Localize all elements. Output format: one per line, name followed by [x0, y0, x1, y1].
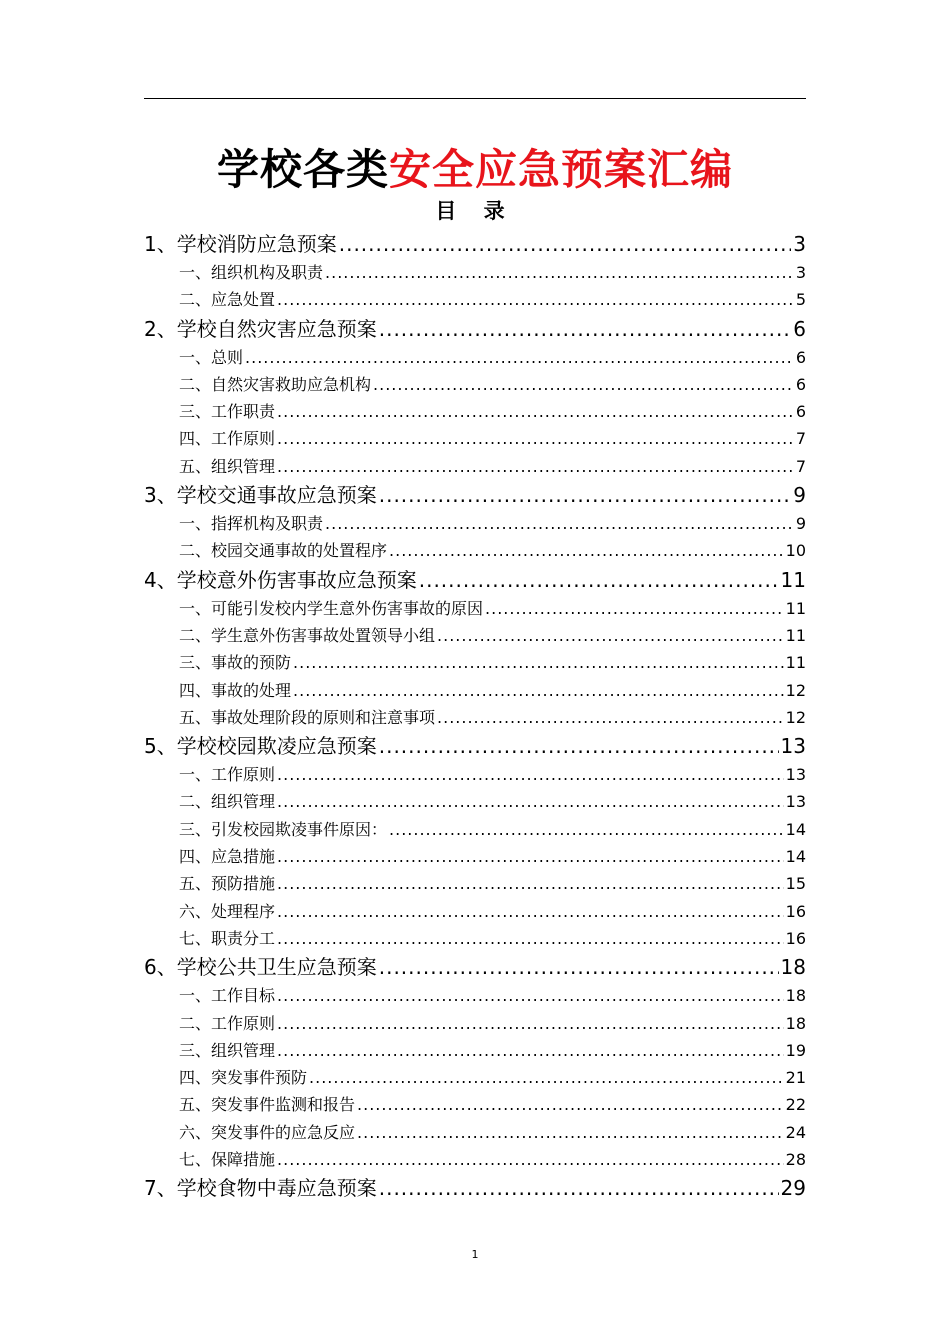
toc-entry-label: 一、可能引发校内学生意外伤害事故的原因 [179, 598, 484, 618]
toc-section-entry[interactable] [144, 259, 806, 286]
toc-dot-leader [293, 649, 784, 676]
toc-dot-leader [485, 595, 784, 622]
toc-entry-label: 3、学校交通事故应急预案 [144, 483, 377, 508]
toc-chapter-entry[interactable] [144, 1173, 806, 1203]
toc-entry-label: 三、组织管理 [179, 1040, 276, 1060]
toc-entry-label: 7、学校食物中毒应急预案 [144, 1176, 377, 1201]
toc-entry-page: 19 [785, 1040, 806, 1060]
toc-section-entry[interactable] [144, 1064, 806, 1091]
toc-section-entry[interactable] [144, 286, 806, 313]
toc-dot-leader [389, 816, 784, 843]
toc-section-entry[interactable] [144, 1010, 806, 1037]
toc-section-entry[interactable] [144, 453, 806, 480]
header-rule [144, 98, 806, 99]
toc-entry-label: 四、工作原则 [179, 429, 276, 449]
toc-entry-label: 五、组织管理 [179, 456, 276, 476]
toc-dot-leader [309, 1064, 784, 1091]
toc-chapter-entry[interactable] [144, 480, 806, 510]
toc-section-entry[interactable] [144, 622, 806, 649]
toc-dot-leader [277, 1146, 784, 1173]
toc-entry-label: 三、引发校园欺凌事件原因： [179, 819, 388, 839]
toc-section-entry[interactable] [144, 761, 806, 788]
toc-entry-page: 16 [785, 901, 806, 921]
toc-entry-page: 18 [785, 1013, 806, 1033]
toc-section-entry[interactable] [144, 371, 806, 398]
toc-dot-leader [437, 622, 784, 649]
toc-entry-label: 一、工作原则 [179, 765, 276, 785]
toc-entry-page: 6 [795, 347, 806, 367]
toc-entry-label: 四、事故的处理 [179, 680, 292, 700]
toc-dot-leader [379, 731, 779, 761]
toc-entry-page: 13 [780, 734, 806, 759]
toc-entry-label: 七、保障措施 [179, 1150, 276, 1170]
toc-entry-label: 六、突发事件的应急反应 [179, 1122, 356, 1142]
toc-dot-leader [277, 1037, 784, 1064]
toc-entry-page: 3 [795, 263, 806, 282]
toc-entry-page: 24 [785, 1122, 806, 1142]
toc-entry-label: 二、学生意外伤害事故处置领导小组 [179, 625, 436, 645]
toc-entry-page: 18 [780, 955, 806, 980]
toc-section-entry[interactable] [144, 925, 806, 952]
toc-entry-page: 15 [785, 874, 806, 894]
toc-dot-leader [357, 1119, 784, 1146]
toc-entry-page: 13 [785, 765, 806, 785]
toc-entry-label: 六、处理程序 [179, 901, 276, 921]
toc-entry-page: 18 [785, 986, 806, 1006]
toc-entry-page: 9 [793, 483, 806, 508]
toc-entry-page: 11 [785, 598, 806, 618]
toc-chapter-entry[interactable] [144, 565, 806, 595]
toc-section-entry[interactable] [144, 595, 806, 622]
toc-entry-page: 6 [793, 316, 806, 341]
toc-section-entry[interactable] [144, 425, 806, 452]
toc-entry-label: 一、工作目标 [179, 986, 276, 1006]
toc-section-entry[interactable] [144, 677, 806, 704]
toc-entry-label: 四、应急措施 [179, 847, 276, 867]
toc-section-entry[interactable] [144, 1091, 806, 1118]
document-title [0, 138, 950, 202]
toc-entry-page: 14 [785, 847, 806, 867]
toc-entry-page: 10 [785, 541, 806, 561]
toc-dot-leader [277, 1010, 784, 1037]
toc-entry-label: 一、总则 [179, 347, 244, 367]
toc-dot-leader [277, 286, 794, 313]
toc-entry-label: 6、学校公共卫生应急预案 [144, 955, 377, 980]
toc-entry-label: 2、学校自然灾害应急预案 [144, 316, 377, 341]
toc-entry-label: 二、校园交通事故的处置程序 [179, 541, 388, 561]
toc-entry-label: 三、工作职责 [179, 402, 276, 422]
toc-dot-leader [277, 843, 784, 870]
toc-entry-label: 五、事故处理阶段的原则和注意事项 [179, 707, 436, 727]
toc-entry-label: 七、职责分工 [179, 928, 276, 948]
toc-entry-page: 12 [785, 680, 806, 700]
toc-entry-page: 11 [785, 625, 806, 645]
toc-section-entry[interactable] [144, 344, 806, 371]
toc-section-entry[interactable] [144, 870, 806, 897]
toc-entry-label: 5、学校校园欺凌应急预案 [144, 734, 377, 759]
document-title-red: 安全应急预案汇编 [389, 145, 734, 194]
toc-dot-leader [437, 704, 784, 731]
toc-entry-page: 28 [785, 1150, 806, 1170]
toc-dot-leader [277, 425, 794, 452]
toc-entry-page: 22 [785, 1095, 806, 1115]
toc-section-entry[interactable] [144, 1037, 806, 1064]
toc-dot-leader [277, 898, 784, 925]
toc-dot-leader [277, 453, 794, 480]
toc-entry-page: 12 [785, 707, 806, 727]
toc-entry-label: 二、组织管理 [179, 792, 276, 812]
toc-section-entry[interactable] [144, 1119, 806, 1146]
toc-dot-leader [379, 1173, 779, 1203]
toc-entry-page: 3 [793, 232, 806, 256]
toc-entry-page: 7 [795, 429, 806, 449]
toc-entry-page: 6 [795, 374, 806, 394]
toc-section-entry[interactable] [144, 843, 806, 870]
toc-section-entry[interactable] [144, 816, 806, 843]
toc-section-entry[interactable] [144, 510, 806, 537]
toc-section-entry[interactable] [144, 398, 806, 425]
toc-section-entry[interactable] [144, 1146, 806, 1173]
document-title-black: 学校各类 [216, 145, 389, 194]
toc-chapter-entry[interactable] [144, 314, 806, 344]
toc-dot-leader [373, 371, 794, 398]
toc-entry-page: 14 [785, 819, 806, 839]
toc-heading: 目 录 [435, 199, 515, 223]
toc-entry-label: 二、工作原则 [179, 1013, 276, 1033]
toc-dot-leader [277, 761, 784, 788]
toc-section-entry[interactable] [144, 982, 806, 1009]
toc-entry-page: 13 [785, 792, 806, 812]
toc-dot-leader [419, 565, 779, 595]
toc-entry-page: 6 [795, 402, 806, 422]
toc-entry-label: 二、应急处置 [179, 290, 276, 310]
toc-entry-page: 7 [795, 456, 806, 476]
toc-dot-leader [357, 1091, 784, 1118]
toc-dot-leader [277, 870, 784, 897]
toc-dot-leader [277, 925, 784, 952]
toc-dot-leader [293, 677, 784, 704]
toc-dot-leader [325, 510, 794, 537]
toc-entry-label: 五、突发事件监测和报告 [179, 1095, 356, 1115]
toc-entry-label: 一、组织机构及职责 [179, 263, 324, 282]
toc-entry-label: 三、事故的预防 [179, 653, 292, 673]
toc-chapter-entry[interactable] [144, 952, 806, 982]
toc-chapter-entry[interactable] [144, 731, 806, 761]
toc-dot-leader [245, 344, 794, 371]
toc-section-entry[interactable] [144, 649, 806, 676]
toc-dot-leader [389, 537, 784, 564]
toc-dot-leader [379, 480, 792, 510]
toc-entry-label: 一、指挥机构及职责 [179, 514, 324, 534]
table-of-contents [144, 229, 806, 1203]
toc-section-entry[interactable] [144, 537, 806, 564]
toc-dot-leader [339, 229, 792, 259]
toc-dot-leader [277, 398, 794, 425]
toc-entry-label: 五、预防措施 [179, 874, 276, 894]
toc-section-entry[interactable] [144, 704, 806, 731]
toc-section-entry[interactable] [144, 788, 806, 815]
toc-entry-page: 21 [785, 1068, 806, 1088]
toc-entry-label: 四、突发事件预防 [179, 1068, 308, 1088]
toc-entry-page: 5 [795, 290, 806, 310]
toc-entry-page: 16 [785, 928, 806, 948]
toc-chapter-entry[interactable] [144, 229, 806, 259]
toc-entry-label: 二、自然灾害救助应急机构 [179, 374, 372, 394]
toc-entry-page: 9 [795, 514, 806, 534]
toc-dot-leader [277, 982, 784, 1009]
toc-entry-page: 11 [780, 567, 806, 592]
toc-entry-label: 1、学校消防应急预案 [144, 232, 337, 256]
toc-section-entry[interactable] [144, 898, 806, 925]
toc-entry-page: 11 [785, 653, 806, 673]
page-number: 1 [471, 1248, 479, 1261]
toc-dot-leader [325, 259, 794, 286]
toc-dot-leader [277, 788, 784, 815]
toc-dot-leader [379, 952, 779, 982]
toc-entry-page: 29 [780, 1176, 806, 1201]
toc-entry-label: 4、学校意外伤害事故应急预案 [144, 567, 417, 592]
toc-dot-leader [379, 314, 792, 344]
